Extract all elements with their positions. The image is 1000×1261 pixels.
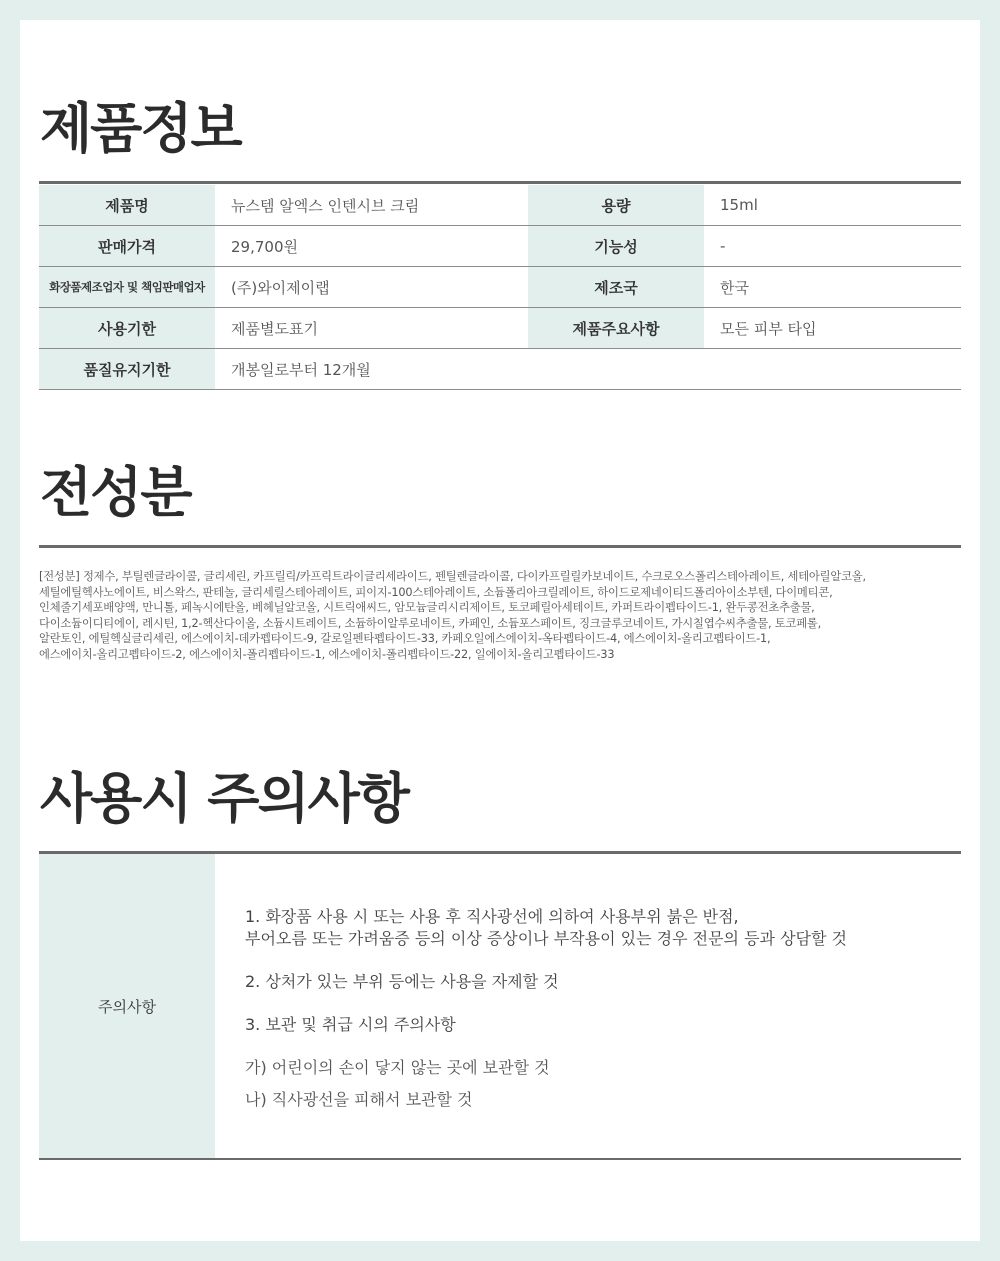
caution-bottom-rule	[39, 1158, 961, 1160]
caution-box	[39, 854, 961, 1158]
product-info-top-rule	[39, 181, 961, 184]
table-row	[39, 226, 961, 267]
caution-item-1-line1: 1. 화장품 사용 시 또는 사용 후 직사광선에 의하여 사용부위 붉은 반점,	[245, 907, 739, 926]
ingredients-line: 세틸에틸헥사노에이트, 비스왁스, 판테놀, 글리세릴스테아레이트, 피이지-100스테아레이트, 소듐폴리아크릴레이트, 하이드로제네이티드폴리아이소부텐, 다이메티콘,	[39, 585, 833, 599]
caution-item-2: 2. 상처가 있는 부위 등에는 사용을 자제할 것	[245, 972, 559, 991]
product-info-title: 제품정보	[40, 97, 241, 160]
table-row	[39, 185, 961, 226]
table-row	[39, 267, 961, 308]
product-name-label: 제품명	[39, 185, 215, 226]
volume-value: 15ml	[704, 185, 961, 226]
ingredients-text	[39, 569, 961, 663]
ingredients-line: 에스에이치-올리고펩타이드-2, 에스에이치-폴리펩타이드-1, 에스에이치-폴리펩타이드-22, 일에이치-올리고펩타이드-33	[39, 647, 615, 661]
caution-item-1-line2: 부어오름 또는 가려움증 등의 이상 증상이나 부작용이 있는 경우 전문의 등과 상담할 것	[245, 929, 847, 948]
table-row	[39, 349, 961, 390]
caution-sub-2: 나) 직사광선을 피해서 보관할 것	[245, 1090, 473, 1109]
caution-sub-1: 가) 어린이의 손이 닿지 않는 곳에 보관할 것	[245, 1058, 550, 1077]
shelf-life-label: 품질유지기한	[39, 349, 215, 390]
expiry-label: 사용기한	[39, 308, 215, 349]
ingredients-line: [전성분] 정제수, 부틸렌글라이콜, 글리세린, 카프릴릭/카프릭트라이글리세라이드, 펜틸렌글라이콜, 다이카프릴릴카보네이트, 수크로오스폴리스테아레이트, 세테아릴알코올,	[39, 570, 866, 583]
ingredients-line: 알란토인, 에틸헥실글리세린, 에스에이치-데카펩타이드-9, 갈로일펜타펩타이드-33, 카페오일에스에이치-옥타펩타이드-4, 에스에이치-올리고펩타이드-1,	[39, 632, 771, 646]
caution-label: 주의사항	[39, 854, 215, 1158]
caution-body	[215, 854, 961, 1158]
ingredients-line: 인체줄기세포배양액, 만니톨, 페녹시에탄올, 베헤닐알코올, 시트릭애씨드, 암모늄글리시리제이트, 토코페릴아세테이트, 카퍼트라이펩타이드-1, 완두콩전초추출물,	[39, 601, 815, 615]
shelf-life-value: 개봉일로부터 12개월	[215, 349, 961, 390]
caution-title: 사용시 주의사항	[40, 767, 408, 830]
table-row	[39, 308, 961, 349]
detail-card	[20, 20, 980, 1241]
caution-item-1	[245, 906, 961, 950]
ingredients-rule	[39, 545, 961, 548]
ingredients-line: 다이소듐이디티에이, 레시틴, 1,2-헥산다이올, 소듐시트레이트, 소듐하이알루로네이트, 카페인, 소듐포스페이트, 징크글루코네이트, 가시칠엽수씨추출물, 토코페롤,	[39, 616, 822, 630]
caution-item-3: 3. 보관 및 취급 시의 주의사항	[245, 1015, 456, 1034]
country-value: 한국	[704, 267, 961, 308]
manufacturer-value: (주)와이제이랩	[215, 267, 528, 308]
volume-label: 용량	[528, 185, 704, 226]
manufacturer-label: 화장품제조업자 및 책임판매업자	[39, 267, 215, 308]
price-value: 29,700원	[215, 226, 528, 267]
key-notes-value: 모든 피부 타입	[704, 308, 961, 349]
expiry-value: 제품별도표기	[215, 308, 528, 349]
key-notes-label: 제품주요사항	[528, 308, 704, 349]
functional-label: 기능성	[528, 226, 704, 267]
country-label: 제조국	[528, 267, 704, 308]
product-info-table	[39, 185, 961, 390]
functional-value: -	[704, 226, 961, 267]
price-label: 판매가격	[39, 226, 215, 267]
ingredients-title: 전성분	[40, 461, 191, 524]
product-name-value: 뉴스템 알엑스 인텐시브 크림	[215, 185, 528, 226]
